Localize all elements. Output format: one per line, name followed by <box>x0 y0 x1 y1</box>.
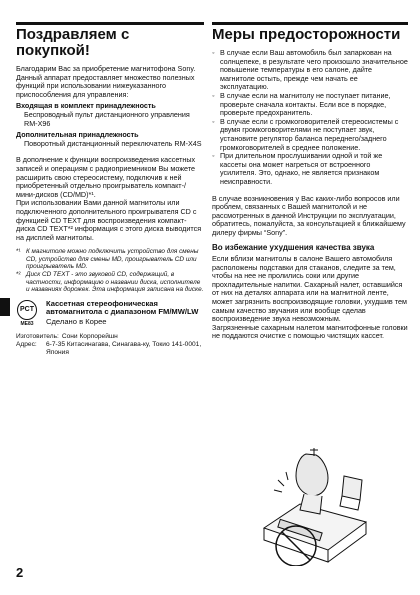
product-title: Кассетная стереофоническая автомагнитола с диапазоном FM/MW/LW <box>46 298 199 317</box>
address-row <box>16 341 204 357</box>
intro-paragraph: Благодарим Вас за приобретение магнитофона Sony. Данный аппарат предоставляет множество полезных функций при использовании нижеуказанного приспособления для управления: <box>16 64 196 99</box>
left-column <box>16 0 204 357</box>
logo-code: ME83 <box>20 320 34 327</box>
precaution-text: При длительном прослушивании одной и той же кассеты она может нагреться от встроенного усилителя. Это, однако, не является признаком неисправности. <box>220 151 383 186</box>
cd-paragraph: В дополнение к функции воспроизведения кассетных записей и операциям с радиоприемником Вы можете расширить свою стереосистему, подключив к ней приобретенный отдельно проигрыватель компакт-/мини-дисков (CD/MD)*¹. <box>16 155 196 199</box>
footnote <box>16 271 204 294</box>
pct-logo-icon: PCT <box>17 300 37 320</box>
optional-heading: Дополнительная принадлежность <box>16 130 139 140</box>
questions-paragraph: В случае возникновения у Вас каких-либо вопросов или проблем, связанных с Вашей магнитолой и не рассмотренных в данной Инструкции по эксплуатации, обратитесь, пожалуйста, за консультацией к ближайшему дилеру фирмы “Sony”. <box>212 193 406 237</box>
certification-logo <box>16 300 38 327</box>
manufacturer-label: Изготовитель: <box>16 332 59 340</box>
included-item: Беспроводный пульт дистанционного управления RM-X96 <box>24 109 190 128</box>
optional-item: Поворотный дистанционный переключатель RM-X4S <box>24 138 202 148</box>
sound-quality-paragraph: Если вблизи магнитолы в салоне Вашего автомобиля расположены подставки для стаканов, следите за тем, чтобы на нее не пролились соки или другие прохладительные напитки. Сахарный налет, оставшийся от них на деталях аппарата или на магнитной ленте, может загрязнить воспроизводящие головки, ухудшив тем самым качество звучания или вообще сделав воспроизведение звука невозможным. <box>212 253 407 324</box>
footnote-mark: *² <box>16 271 21 279</box>
bullet-icon: ◦ <box>212 151 215 161</box>
precaution-item <box>212 152 408 186</box>
address-label: Адрес: <box>16 340 37 348</box>
page-number: 2 <box>16 565 24 580</box>
bullet-icon: ◦ <box>212 48 215 57</box>
cleaning-paragraph: Загрязненные сахарным налетом магнитофонные головки не поддаются очистке с помощью чистящих кассет. <box>212 322 408 341</box>
precaution-item <box>212 118 408 152</box>
left-heading-rule <box>16 22 204 25</box>
cd-text-paragraph: При использовании Вами данной магнитолы или подключенного дополнительного проигрывателя CD с функцией CD TEXT для воспроизведения компакт-диска CD TEXT*² информация с этого диска выводится на дисплей магнитолы. <box>16 198 202 242</box>
address-value: 6-7-35 Китасинагава, Синагава-ку, Токио 141-0001, Япония <box>46 340 202 356</box>
manufacturer-row <box>16 333 204 341</box>
footnote-mark: *¹ <box>16 248 21 256</box>
footnote-text: Диск CD TEXT - это звуковой CD, содержащий, в частности, информацию о названии диска, исполнителе и названиях дорожек. Эта информация записана на диске. <box>26 271 204 294</box>
footnotes <box>16 248 204 294</box>
precaution-text: В случае если на магнитолу не поступает питание, проверьте сначала контакты. Если все в порядке, проверьте предохранитель. <box>220 90 391 118</box>
right-column <box>212 0 408 341</box>
right-title: Меры предосторожности <box>212 26 401 43</box>
product-country: Сделано в Корее <box>46 317 107 327</box>
precaution-text: В случае если Ваш автомобиль был запаркован на солнцепеке, в результате чего произошло значительное повышение температуры в его салоне, дайте магнитоле остыть, прежде чем начать ее эксплуатацию. <box>220 48 408 92</box>
right-heading-rule <box>212 22 408 25</box>
certification-block <box>16 300 204 327</box>
included-heading: Входящая в комплект принадлежность <box>16 101 156 111</box>
bullet-icon: ◦ <box>212 90 215 100</box>
manufacturer-info <box>16 333 204 357</box>
sound-quality-heading: Во избежание ухудшения качества звука <box>212 243 375 253</box>
precaution-text: В случае если с громкоговорителей стереосистемы с двумя громкоговорителями не поступает звук, установите регулятор баланса переднего/заднего громкоговорителей в среднее положение. <box>220 116 399 152</box>
precaution-item <box>212 49 408 92</box>
left-title: Поздравляем с покупкой! <box>16 26 130 59</box>
precaution-item <box>212 92 408 118</box>
precautions-list <box>212 49 408 187</box>
footnote <box>16 248 204 271</box>
bullet-icon: ◦ <box>212 116 215 126</box>
footnote-text: К магнитоле можно подключить устройство для смены CD, устройство для смены MD, проигрыватель CD или проигрыватель MD. <box>26 248 199 271</box>
section-tab-marker <box>0 298 10 316</box>
manufacturer-value: Сони Корпорейшн <box>61 332 118 340</box>
cup-holder-illustration-icon <box>256 446 380 566</box>
